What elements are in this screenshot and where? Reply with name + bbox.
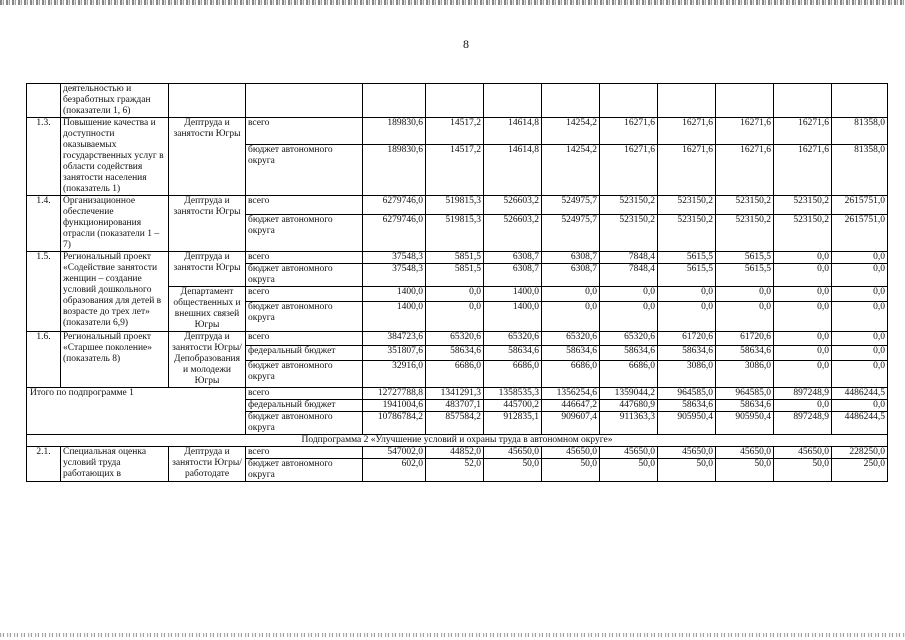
- amount-cell: 547002,0: [363, 447, 426, 459]
- amount-cell: 189830,6: [363, 144, 426, 195]
- amount-cell: 0,0: [658, 302, 716, 332]
- total-row: [27, 388, 888, 400]
- amount-cell: 0,0: [774, 302, 832, 332]
- amount-cell: 6308,7: [484, 264, 542, 287]
- amount-cell: 1358535,3: [484, 388, 542, 400]
- amount-cell: 50,0: [484, 459, 542, 482]
- table-row: [27, 118, 888, 145]
- amount-cell: 7848,4: [600, 252, 658, 264]
- amount-cell: 58634,6: [658, 400, 716, 412]
- amount-cell: 45650,0: [774, 447, 832, 459]
- funding-source: бюджет автономного округа: [246, 412, 363, 435]
- amount-cell: 45650,0: [716, 447, 774, 459]
- amount-cell: 0,0: [716, 287, 774, 302]
- amount-cell: 0,0: [600, 287, 658, 302]
- funding-source: всего: [246, 118, 363, 145]
- amount-cell: 523150,2: [774, 196, 832, 215]
- table-row: [27, 447, 888, 459]
- amount-cell: 3086,0: [658, 360, 716, 387]
- amount-cell: 0,0: [426, 287, 484, 302]
- amount-cell: 897248,9: [774, 388, 832, 400]
- amount-cell: 912835,1: [484, 412, 542, 435]
- executor: Дептруда и занятости Югры/Депобразования и молодежи Югры: [169, 332, 246, 388]
- amount-cell: 58634,6: [600, 346, 658, 360]
- funding-source: всего: [246, 196, 363, 215]
- amount-cell: 16271,6: [774, 144, 832, 195]
- amount-cell: 228250,0: [832, 447, 888, 459]
- amount-cell: 1941004,6: [363, 400, 426, 412]
- funding-source: федеральный бюджет: [246, 400, 363, 412]
- amount-cell: 0,0: [832, 400, 888, 412]
- amount-cell: 5615,5: [658, 252, 716, 264]
- amount-cell: 0,0: [832, 252, 888, 264]
- amount-cell: 523150,2: [658, 196, 716, 215]
- amount-cell: 0,0: [658, 287, 716, 302]
- amount-cell: 0,0: [600, 302, 658, 332]
- amount-cell: 14517,2: [426, 144, 484, 195]
- amount-cell: 44852,0: [426, 447, 484, 459]
- amount-cell: 5615,5: [658, 264, 716, 287]
- amount-cell: 602,0: [363, 459, 426, 482]
- amount-cell: [600, 84, 658, 118]
- funding-source: бюджет автономного округа: [246, 459, 363, 482]
- executor: Департамент общественных и внешних связей Югры: [169, 287, 246, 332]
- amount-cell: 250,0: [832, 459, 888, 482]
- amount-cell: 45650,0: [484, 447, 542, 459]
- amount-cell: 50,0: [658, 459, 716, 482]
- amount-cell: 6279746,0: [363, 215, 426, 252]
- amount-cell: 0,0: [774, 346, 832, 360]
- amount-cell: 0,0: [774, 400, 832, 412]
- funding-source: бюджет автономного округа: [246, 264, 363, 287]
- amount-cell: 523150,2: [716, 215, 774, 252]
- amount-cell: 524975,7: [542, 215, 600, 252]
- funding-source: бюджет автономного округа: [246, 360, 363, 387]
- amount-cell: 2615751,0: [832, 196, 888, 215]
- amount-cell: 523150,2: [774, 215, 832, 252]
- amount-cell: 6686,0: [484, 360, 542, 387]
- executor: Дептруда и занятости Югры/работодате: [169, 447, 246, 482]
- amount-cell: 0,0: [832, 287, 888, 302]
- amount-cell: 14254,2: [542, 118, 600, 145]
- funding-source: всего: [246, 287, 363, 302]
- executor: Дептруда и занятости Югры: [169, 252, 246, 287]
- item-number: [27, 84, 61, 118]
- table-row: [27, 252, 888, 264]
- amount-cell: 0,0: [774, 252, 832, 264]
- amount-cell: 50,0: [542, 459, 600, 482]
- item-name: Региональный проект «Старшее поколение» (показатель 8): [61, 332, 169, 388]
- item-number: 2.1.: [27, 447, 61, 482]
- amount-cell: 58634,6: [484, 346, 542, 360]
- amount-cell: 523150,2: [716, 196, 774, 215]
- amount-cell: 81358,0: [832, 118, 888, 145]
- amount-cell: 5615,5: [716, 252, 774, 264]
- amount-cell: 857584,2: [426, 412, 484, 435]
- amount-cell: 6686,0: [600, 360, 658, 387]
- amount-cell: 1341291,3: [426, 388, 484, 400]
- page-number: 8: [463, 37, 469, 51]
- item-name: Организационное обеспечение функционирования отрасли (показатели 1 – 7): [61, 196, 169, 252]
- amount-cell: 0,0: [542, 287, 600, 302]
- amount-cell: 447680,9: [600, 400, 658, 412]
- amount-cell: 6308,7: [542, 252, 600, 264]
- amount-cell: 1400,0: [363, 287, 426, 302]
- amount-cell: 1400,0: [484, 302, 542, 332]
- amount-cell: [716, 84, 774, 118]
- amount-cell: [832, 84, 888, 118]
- amount-cell: 4486244,5: [832, 412, 888, 435]
- amount-cell: 0,0: [832, 264, 888, 287]
- amount-cell: 0,0: [832, 332, 888, 346]
- amount-cell: 58634,6: [716, 400, 774, 412]
- amount-cell: 45650,0: [542, 447, 600, 459]
- amount-cell: 45650,0: [600, 447, 658, 459]
- amount-cell: [658, 84, 716, 118]
- amount-cell: 16271,6: [716, 118, 774, 145]
- amount-cell: 0,0: [774, 360, 832, 387]
- amount-cell: 1356254,6: [542, 388, 600, 400]
- funding-source: бюджет автономного округа: [246, 302, 363, 332]
- executor: Дептруда и занятости Югры: [169, 196, 246, 252]
- amount-cell: 37548,3: [363, 252, 426, 264]
- amount-cell: 897248,9: [774, 412, 832, 435]
- table-row: [27, 332, 888, 346]
- amount-cell: 10786784,2: [363, 412, 426, 435]
- amount-cell: 4486244,5: [832, 388, 888, 400]
- amount-cell: 6308,7: [484, 252, 542, 264]
- amount-cell: 6686,0: [542, 360, 600, 387]
- amount-cell: 483707,1: [426, 400, 484, 412]
- amount-cell: 0,0: [774, 332, 832, 346]
- amount-cell: 14517,2: [426, 118, 484, 145]
- table-row: [27, 196, 888, 215]
- amount-cell: 905950,4: [658, 412, 716, 435]
- amount-cell: 6279746,0: [363, 196, 426, 215]
- funding-source: всего: [246, 252, 363, 264]
- amount-cell: 52,0: [426, 459, 484, 482]
- section-row: [27, 435, 888, 447]
- amount-cell: 0,0: [716, 302, 774, 332]
- amount-cell: [774, 84, 832, 118]
- amount-cell: [484, 84, 542, 118]
- amount-cell: 65320,6: [484, 332, 542, 346]
- amount-cell: 16271,6: [600, 118, 658, 145]
- funding-source: всего: [246, 388, 363, 400]
- item-number: 1.4.: [27, 196, 61, 252]
- amount-cell: 5851,5: [426, 264, 484, 287]
- executor: Дептруда и занятости Югры: [169, 118, 246, 196]
- amount-cell: 189830,6: [363, 118, 426, 145]
- item-number: 1.6.: [27, 332, 61, 388]
- amount-cell: 911363,3: [600, 412, 658, 435]
- amount-cell: 0,0: [832, 346, 888, 360]
- amount-cell: 6686,0: [426, 360, 484, 387]
- item-name: Специальная оценка условий труда работающих в: [61, 447, 169, 482]
- amount-cell: 5615,5: [716, 264, 774, 287]
- amount-cell: 16271,6: [716, 144, 774, 195]
- amount-cell: 526603,2: [484, 196, 542, 215]
- scan-edge-top: [0, 0, 905, 5]
- funding-source: всего: [246, 447, 363, 459]
- amount-cell: 14614,8: [484, 144, 542, 195]
- amount-cell: 65320,6: [600, 332, 658, 346]
- amount-cell: 0,0: [542, 302, 600, 332]
- amount-cell: 0,0: [832, 360, 888, 387]
- item-name: Повышение качества и доступности оказываемых государственных услуг в области содействия занятости населения (показатель 1): [61, 118, 169, 196]
- amount-cell: 50,0: [716, 459, 774, 482]
- amount-cell: 446647,2: [542, 400, 600, 412]
- amount-cell: 58634,6: [542, 346, 600, 360]
- amount-cell: 16271,6: [600, 144, 658, 195]
- amount-cell: 58634,6: [716, 346, 774, 360]
- item-number: 1.3.: [27, 118, 61, 196]
- amount-cell: [426, 84, 484, 118]
- executor: [169, 84, 246, 118]
- amount-cell: 37548,3: [363, 264, 426, 287]
- amount-cell: 523150,2: [600, 196, 658, 215]
- amount-cell: [363, 84, 426, 118]
- amount-cell: 964585,0: [716, 388, 774, 400]
- amount-cell: 351807,6: [363, 346, 426, 360]
- amount-cell: 0,0: [774, 287, 832, 302]
- amount-cell: 524975,7: [542, 196, 600, 215]
- amount-cell: 0,0: [774, 264, 832, 287]
- amount-cell: 65320,6: [542, 332, 600, 346]
- amount-cell: 7848,4: [600, 264, 658, 287]
- item-name: деятельностью и безработных граждан (показатели 1, 6): [61, 84, 169, 118]
- amount-cell: 1400,0: [484, 287, 542, 302]
- amount-cell: 50,0: [774, 459, 832, 482]
- amount-cell: 523150,2: [600, 215, 658, 252]
- amount-cell: 50,0: [600, 459, 658, 482]
- amount-cell: 519815,3: [426, 196, 484, 215]
- budget-table: [26, 83, 888, 482]
- amount-cell: 61720,6: [658, 332, 716, 346]
- amount-cell: 32916,0: [363, 360, 426, 387]
- amount-cell: 61720,6: [716, 332, 774, 346]
- amount-cell: 5851,5: [426, 252, 484, 264]
- amount-cell: 14614,8: [484, 118, 542, 145]
- funding-source: всего: [246, 332, 363, 346]
- section-title: Подпрограмма 2 «Улучшение условий и охраны труда в автономном округе»: [27, 435, 888, 447]
- funding-source: бюджет автономного округа: [246, 215, 363, 252]
- amount-cell: 964585,0: [658, 388, 716, 400]
- amount-cell: 909607,4: [542, 412, 600, 435]
- funding-source: [246, 84, 363, 118]
- amount-cell: 14254,2: [542, 144, 600, 195]
- amount-cell: 526603,2: [484, 215, 542, 252]
- amount-cell: 0,0: [832, 302, 888, 332]
- amount-cell: 81358,0: [832, 144, 888, 195]
- item-number: 1.5.: [27, 252, 61, 332]
- amount-cell: 6308,7: [542, 264, 600, 287]
- amount-cell: 2615751,0: [832, 215, 888, 252]
- amount-cell: 45650,0: [658, 447, 716, 459]
- amount-cell: 16271,6: [658, 144, 716, 195]
- amount-cell: [542, 84, 600, 118]
- amount-cell: 58634,6: [658, 346, 716, 360]
- amount-cell: 58634,6: [426, 346, 484, 360]
- amount-cell: 3086,0: [716, 360, 774, 387]
- amount-cell: 0,0: [426, 302, 484, 332]
- total-label: Итого по подпрограмме 1: [27, 388, 246, 435]
- item-name: Региональный проект «Содействие занятости женщин – создание условий дошкольного образования для детей в возрасте до трех лет» (показатели 6,9): [61, 252, 169, 332]
- amount-cell: 1400,0: [363, 302, 426, 332]
- amount-cell: 16271,6: [774, 118, 832, 145]
- amount-cell: 16271,6: [658, 118, 716, 145]
- amount-cell: 65320,6: [426, 332, 484, 346]
- amount-cell: 445700,2: [484, 400, 542, 412]
- amount-cell: 523150,2: [658, 215, 716, 252]
- amount-cell: 1359044,2: [600, 388, 658, 400]
- table-row: [27, 84, 888, 118]
- amount-cell: 905950,4: [716, 412, 774, 435]
- scan-edge-bottom: [0, 633, 905, 637]
- amount-cell: 519815,3: [426, 215, 484, 252]
- funding-source: федеральный бюджет: [246, 346, 363, 360]
- funding-source: бюджет автономного округа: [246, 144, 363, 195]
- amount-cell: 12727788,8: [363, 388, 426, 400]
- amount-cell: 384723,6: [363, 332, 426, 346]
